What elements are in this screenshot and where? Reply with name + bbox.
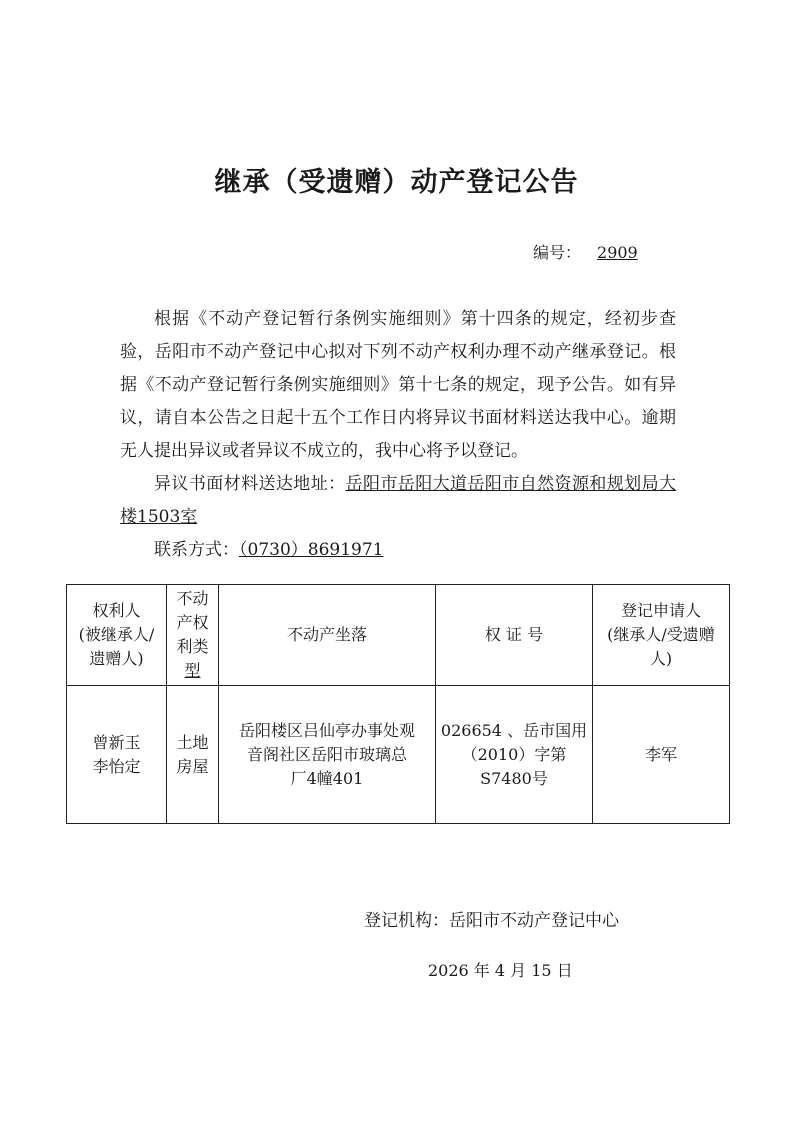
address-label: 异议书面材料送达地址： <box>154 474 346 494</box>
serial-label: 编号： <box>533 243 582 262</box>
serial-number <box>533 240 638 263</box>
header-certificate: 权 证 号 <box>436 585 593 686</box>
cell-location: 岳阳楼区吕仙亭办事处观 音阁社区岳阳市玻璃总 厂4幢401 <box>219 686 436 824</box>
notice-paragraph: 根据《不动产登记暂行条例实施细则》第十四条的规定，经初步查验，岳阳市不动产登记中心拟对下列不动产权利办理不动产继承登记。根据《不动产登记暂行条例实施细则》第十七条的规定，现予公告。如有异议，请自本公告之日起十五个工作日内将异议书面材料送达我中心。逾期无人提出异议或者异议不成立的，我中心将予以登记。 <box>120 309 676 461</box>
header-location: 不动产坐落 <box>219 585 436 686</box>
page-title: 继承（受遗赠）动产登记公告 <box>214 167 579 198</box>
cell-certificate: 026654 、岳市国用 （2010）字第 S7480号 <box>436 686 593 824</box>
contact-label: 联系方式： <box>154 540 239 560</box>
cell-applicant: 李军 <box>593 686 730 824</box>
address-value: 岳阳市岳阳大道岳阳市自然资源和规划局大楼1503室 <box>120 474 677 527</box>
serial-value: 2909 <box>597 243 638 262</box>
header-rights-type: 不动 产权 利类 型 <box>167 585 219 686</box>
header-applicant: 登记申请人 (继承人/受遗赠 人) <box>593 585 730 686</box>
address-line <box>120 468 676 534</box>
table-row <box>67 686 730 824</box>
registration-org: 登记机构：岳阳市不动产登记中心 <box>364 911 619 931</box>
cell-holders: 曾新玉 李怡定 <box>67 686 167 824</box>
contact-line <box>120 534 676 567</box>
table-header-row <box>67 585 730 686</box>
header-rights-holder: 权利人 (被继承人/ 遗赠人) <box>67 585 167 686</box>
notice-date: 2026 年 4 月 15 日 <box>428 961 573 980</box>
property-table <box>66 584 730 824</box>
cell-type: 土地 房屋 <box>167 686 219 824</box>
notice-body <box>120 303 676 567</box>
contact-value: （0730）8691971 <box>239 540 384 560</box>
